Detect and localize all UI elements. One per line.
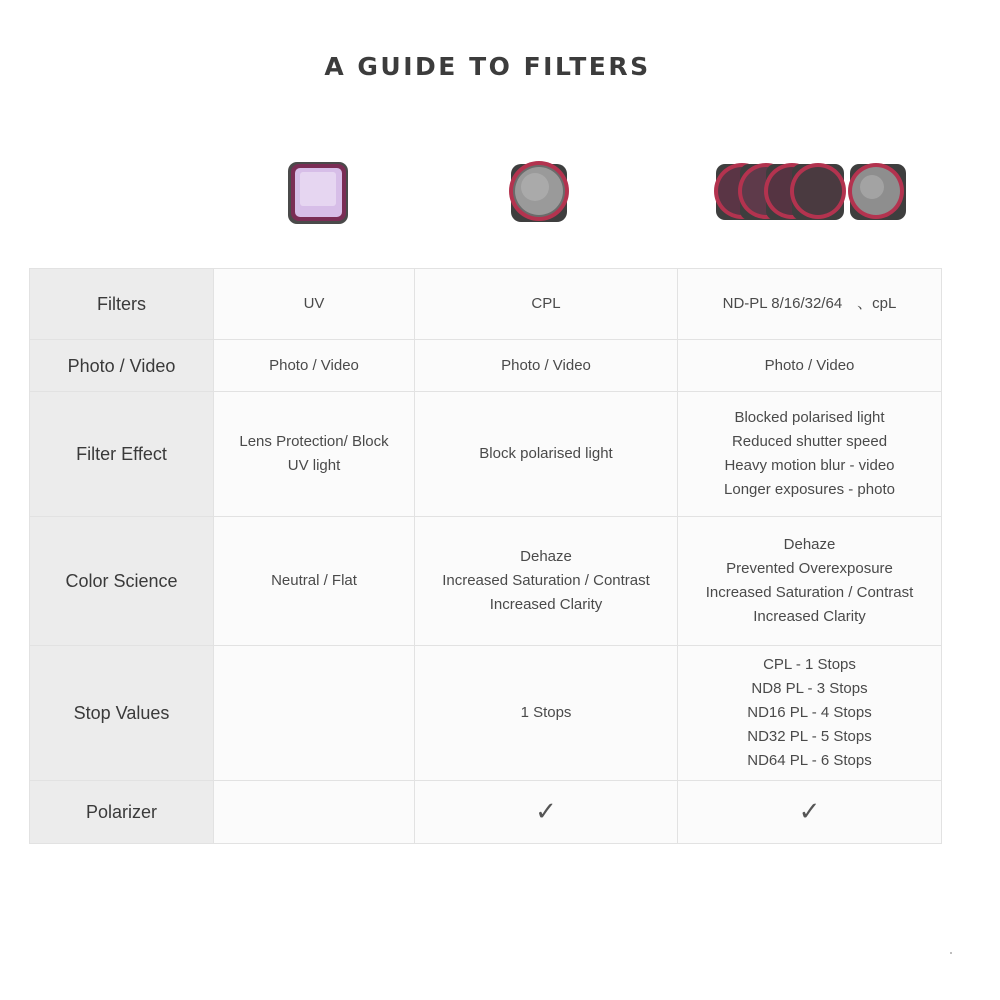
cpl-filter-small xyxy=(848,163,906,220)
cell-text: ND16 PL - 4 Stops xyxy=(747,704,872,721)
decorative-dot xyxy=(950,952,952,954)
check-icon: ✓ xyxy=(798,797,821,827)
cell-text: Photo / Video xyxy=(269,356,359,374)
row-label: Polarizer xyxy=(30,781,214,844)
table-row-filter-effect xyxy=(30,392,942,517)
cell-text: Heavy motion blur - video xyxy=(724,457,895,474)
cell-text: Block polarised light xyxy=(479,445,613,462)
cell-text: Increased Saturation / Contrast xyxy=(442,572,650,589)
cell-text: UV xyxy=(303,295,325,312)
cell-nd xyxy=(678,781,942,844)
cell-cpl xyxy=(415,781,678,844)
product-images xyxy=(0,150,1000,240)
cell-nd xyxy=(678,646,942,781)
page-title: A GUIDE TO FILTERS xyxy=(324,52,651,81)
cell-uv xyxy=(214,781,415,844)
cell-text: Increased Clarity xyxy=(489,596,603,613)
cell-uv xyxy=(214,646,415,781)
row-label: Color Science xyxy=(30,517,214,646)
cell-text: Photo / Video xyxy=(501,356,591,374)
check-icon: ✓ xyxy=(535,797,557,827)
nd-filter-4 xyxy=(790,163,846,220)
cell-cpl xyxy=(415,517,678,646)
cell-cpl xyxy=(415,646,678,781)
cell-text: Prevented Overexposure xyxy=(726,560,893,577)
cell-text: ND-PL 8/16/32/64 、cpL xyxy=(722,295,897,312)
cell-text: Lens Protection/ Block xyxy=(239,433,389,450)
cell-uv xyxy=(214,340,415,392)
cell-text: ND64 PL - 6 Stops xyxy=(747,752,872,769)
cell-text: ND8 PL - 3 Stops xyxy=(751,680,868,697)
cell-uv xyxy=(214,517,415,646)
cell-text: CPL xyxy=(531,295,561,312)
cell-nd xyxy=(678,340,942,392)
cell-text: Increased Saturation / Contrast xyxy=(705,584,914,601)
cell-cpl xyxy=(415,392,678,517)
cell-uv xyxy=(214,269,415,340)
cell-text: Dehaze xyxy=(520,548,572,565)
table-row-photo-video xyxy=(30,340,942,392)
cell-text: ND32 PL - 5 Stops xyxy=(747,728,872,745)
uv-filter-icon xyxy=(280,150,355,240)
cell-text: UV light xyxy=(287,457,341,474)
cell-uv xyxy=(214,392,415,517)
cell-text: Reduced shutter speed xyxy=(731,433,888,450)
cell-text: Neutral / Flat xyxy=(271,572,357,589)
table-row-stop-values xyxy=(30,646,942,781)
cell-nd xyxy=(678,517,942,646)
nd-pl-filter-set-icon xyxy=(712,150,912,240)
cell-text: 1 Stops xyxy=(520,704,572,721)
table-row-color-science xyxy=(30,517,942,646)
cell-cpl xyxy=(415,269,678,340)
cell-nd xyxy=(678,392,942,517)
filter-comparison-table xyxy=(29,268,942,844)
cell-text: Longer exposures - photo xyxy=(724,481,895,498)
cell-nd xyxy=(678,269,942,340)
cell-text: Photo / Video xyxy=(764,356,855,374)
cell-text: Increased Clarity xyxy=(753,608,866,625)
table-row-filters xyxy=(30,269,942,340)
row-label: Photo / Video xyxy=(30,340,214,392)
row-label: Stop Values xyxy=(30,646,214,781)
cell-cpl xyxy=(415,340,678,392)
row-label: Filters xyxy=(30,269,214,340)
table-row-polarizer xyxy=(30,781,942,844)
cpl-filter-icon xyxy=(505,150,575,240)
cell-text: CPL - 1 Stops xyxy=(763,656,856,673)
cell-text: Dehaze xyxy=(783,536,836,553)
row-label: Filter Effect xyxy=(30,392,214,517)
cell-text: Blocked polarised light xyxy=(734,409,885,426)
